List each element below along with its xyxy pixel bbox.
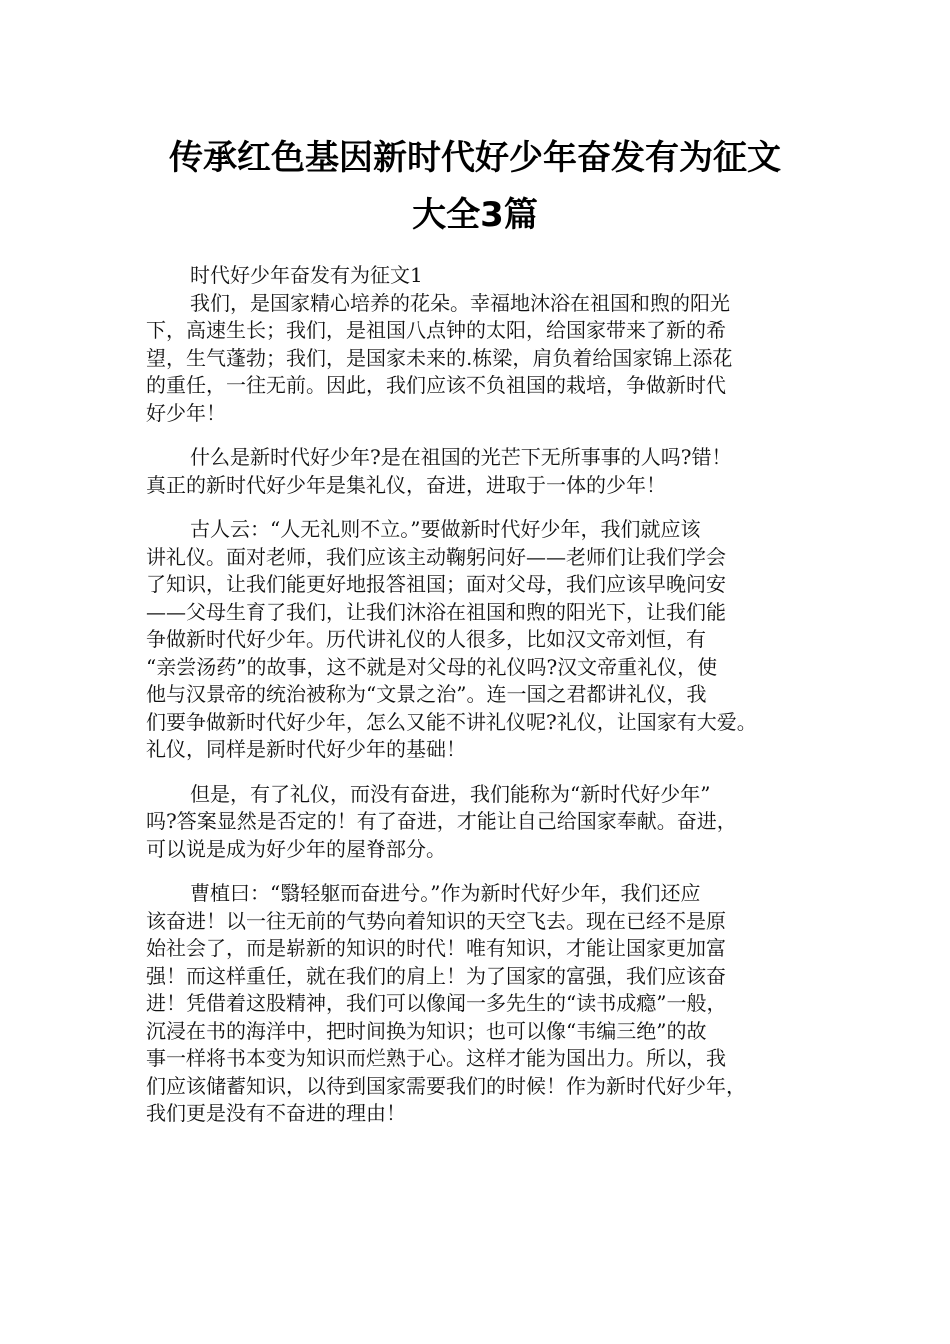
paragraph-line: 什么是新时代好少年?是在祖国的光芒下无所事事的人吗?错！ bbox=[190, 445, 732, 469]
paragraph-line: 讲礼仪。面对老师，我们应该主动鞠躬问好——老师们让我们学会 bbox=[146, 544, 726, 569]
paragraph-line: 但是，有了礼仪，而没有奋进，我们能称为“新时代好少年” bbox=[190, 781, 711, 806]
paragraph-line: 望，生气蓬勃；我们，是国家未来的.栋梁，肩负着给国家锦上添花 bbox=[146, 345, 733, 370]
paragraph-line: 事一样将书本变为知识而烂熟于心。这样才能为国出力。所以，我 bbox=[146, 1046, 726, 1070]
paragraph bbox=[146, 781, 816, 864]
paragraph-line: 好少年！ bbox=[146, 400, 226, 425]
paragraph-line: 了知识，让我们能更好地报答祖国；面对父母，我们应该早晚问安 bbox=[146, 572, 726, 596]
paragraph-line: 我们更是没有不奋进的理由！ bbox=[146, 1101, 406, 1125]
paragraph-line: 真正的新时代好少年是集礼仪，奋进，进取于一体的少年！ bbox=[146, 472, 666, 497]
paragraph-line: 曹植曰：“翳轻躯而奋进兮。”作为新时代好少年，我们还应 bbox=[190, 881, 701, 905]
paragraph bbox=[146, 290, 816, 428]
document-title-line-1: 传承红色基因新时代好少年奋发有为征文 bbox=[169, 138, 781, 178]
paragraph-line: 沉浸在书的海洋中，把时间换为知识；也可以像“韦编三绝”的故 bbox=[146, 1018, 707, 1043]
document-title-line-2: 大全3篇 bbox=[412, 195, 538, 235]
paragraph-line: 我们，是国家精心培养的花朵。幸福地沐浴在祖国和煦的阳光 bbox=[190, 290, 730, 315]
paragraph-line: “亲尝汤药”的故事，这不就是对父母的礼仪吗?汉文帝重礼仪，使 bbox=[146, 654, 718, 679]
paragraph-line: 们要争做新时代好少年，怎么又能不讲礼仪呢?礼仪，让国家有大爱。 bbox=[146, 709, 757, 734]
paragraph-line: 可以说是成为好少年的屋脊部分。 bbox=[146, 836, 446, 861]
paragraph-line: 强！而这样重任，就在我们的肩上！为了国家的富强，我们应该奋 bbox=[146, 963, 726, 988]
paragraph-line: 的重任，一往无前。因此，我们应该不负祖国的栽培，争做新时代 bbox=[146, 373, 726, 397]
paragraph-line: ——父母生育了我们，让我们沐浴在祖国和煦的阳光下，让我们能 bbox=[146, 599, 726, 624]
paragraph-line: 始社会了，而是崭新的知识的时代！唯有知识，才能让国家更加富 bbox=[146, 936, 726, 960]
paragraph bbox=[146, 444, 816, 499]
paragraph-line: 礼仪，同样是新时代好少年的基础！ bbox=[146, 737, 466, 761]
paragraph-line: 吗?答案显然是否定的！有了奋进，才能让自己给国家奉献。奋进， bbox=[146, 809, 737, 833]
paragraph-line: 该奋进！以一往无前的气势向着知识的天空飞去。现在已经不是原 bbox=[146, 908, 726, 933]
paragraph-line: 古人云：“人无礼则不立。”要做新时代好少年，我们就应该 bbox=[190, 517, 701, 541]
paragraph-line: 他与汉景帝的统治被称为“文景之治”。连一国之君都讲礼仪，我 bbox=[146, 682, 707, 706]
paragraph-line: 进！凭借着这股精神，我们可以像闻一多先生的“读书成瘾”一般， bbox=[146, 991, 727, 1015]
document-body bbox=[146, 262, 816, 1128]
paragraph bbox=[146, 516, 816, 764]
paragraph-line: 下，高速生长；我们，是祖国八点钟的太阳，给国家带来了新的希 bbox=[146, 318, 726, 342]
paragraph-line: 们应该储蓄知识，以待到国家需要我们的时候！作为新时代好少年， bbox=[146, 1073, 746, 1098]
paragraph bbox=[146, 880, 816, 1128]
paragraph-line: 争做新时代好少年。历代讲礼仪的人很多，比如汉文帝刘恒，有 bbox=[146, 627, 706, 651]
section-subheading: 时代好少年奋发有为征文1 bbox=[190, 263, 423, 287]
